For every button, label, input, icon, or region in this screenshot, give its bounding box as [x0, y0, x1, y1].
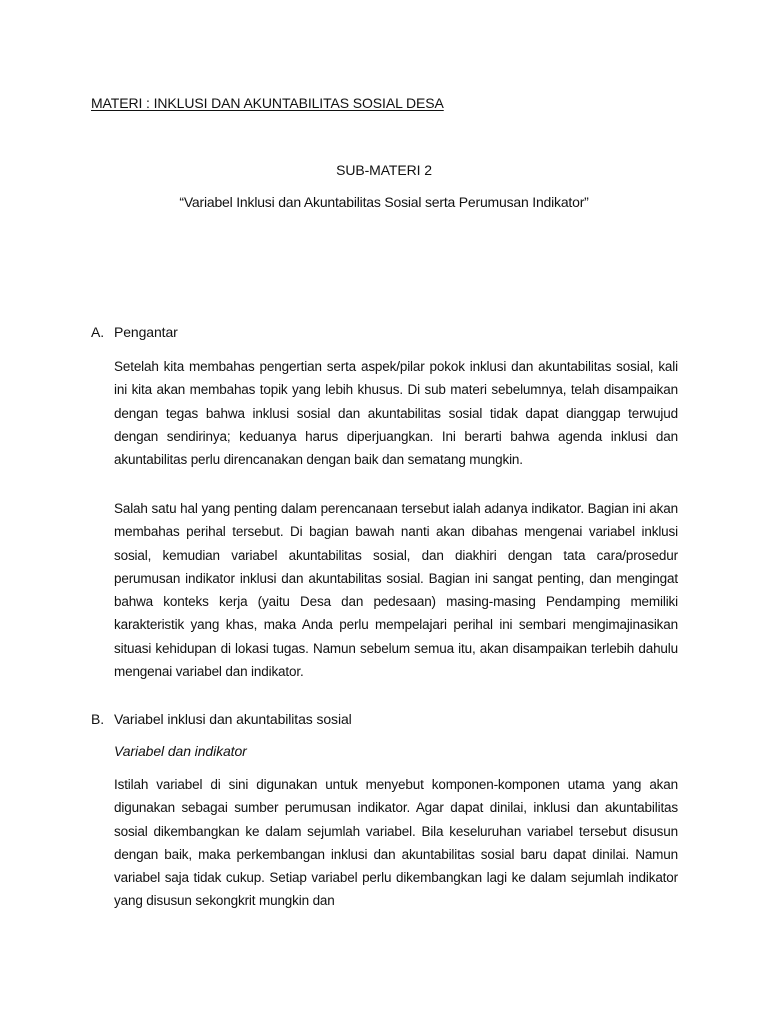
section-b-title: Variabel inklusi dan akuntabilitas sosial	[114, 711, 352, 727]
section-b-heading	[91, 711, 352, 727]
document-subtitle: SUB-MATERI 2	[336, 162, 432, 178]
document-subtitle-quote: “Variabel Inklusi dan Akuntabilitas Sosial serta Perumusan Indikator”	[179, 194, 589, 210]
section-a-heading	[91, 324, 178, 340]
section-b-subheading: Variabel dan indikator	[114, 743, 247, 759]
section-a-title: Pengantar	[114, 324, 178, 340]
section-a-letter: A.	[91, 324, 105, 340]
document-title: MATERI : INKLUSI DAN AKUNTABILITAS SOSIAL DESA	[91, 95, 444, 111]
section-b-letter: B.	[91, 711, 105, 727]
section-b-paragraph-1: Istilah variabel di sini digunakan untuk menyebut komponen-komponen utama yang akan digunakan sebagai sumber perumusan indikator. Agar dapat dinilai, inklusi dan akuntabilitas sosial dikembangkan ke dalam sejumlah variabel. Bila keseluruhan variabel tersebut disusun dengan baik, maka perkembangan inklusi dan akuntabilitas sosial baru dapat dinilai. Namun variabel saja tidak cukup. Setiap variabel perlu dikembangkan lagi ke dalam sejumlah indikator yang disusun sekongkrit mungkin dan	[114, 777, 678, 909]
section-a-paragraph-1: Setelah kita membahas pengertian serta aspek/pilar pokok inklusi dan akuntabilitas sosial, kali ini kita akan membahas topik yang lebih khusus. Di sub materi sebelumnya, telah disampaikan dengan tegas bahwa inklusi sosial dan akuntabilitas sosial tidak dapat dianggap terwujud dengan sendirinya; keduanya harus diperjuangkan. Ini berarti bahwa agenda inklusi dan akuntabilitas perlu direncanakan dengan baik dan sematang mungkin.	[114, 359, 678, 468]
section-a-paragraph-2: Salah satu hal yang penting dalam perencanaan tersebut ialah adanya indikator. Bagian ini akan membahas perihal tersebut. Di bagian bawah nanti akan dibahas mengenai variabel inklusi sosial, kemudian variabel akuntabilitas sosial, dan diakhiri dengan tata cara/prosedur perumusan indikator inklusi dan akuntabilitas sosial. Bagian ini sangat penting, dan mengingat bahwa konteks kerja (yaitu Desa dan pedesaan) masing-masing Pendamping memiliki karakteristik yang khas, maka Anda perlu mempelajari perihal ini sembari mengimajinasikan situasi kehidupan di lokasi tugas. Namun sebelum semua itu, akan disampaikan terlebih dahulu mengenai variabel dan indikator.	[114, 501, 678, 680]
